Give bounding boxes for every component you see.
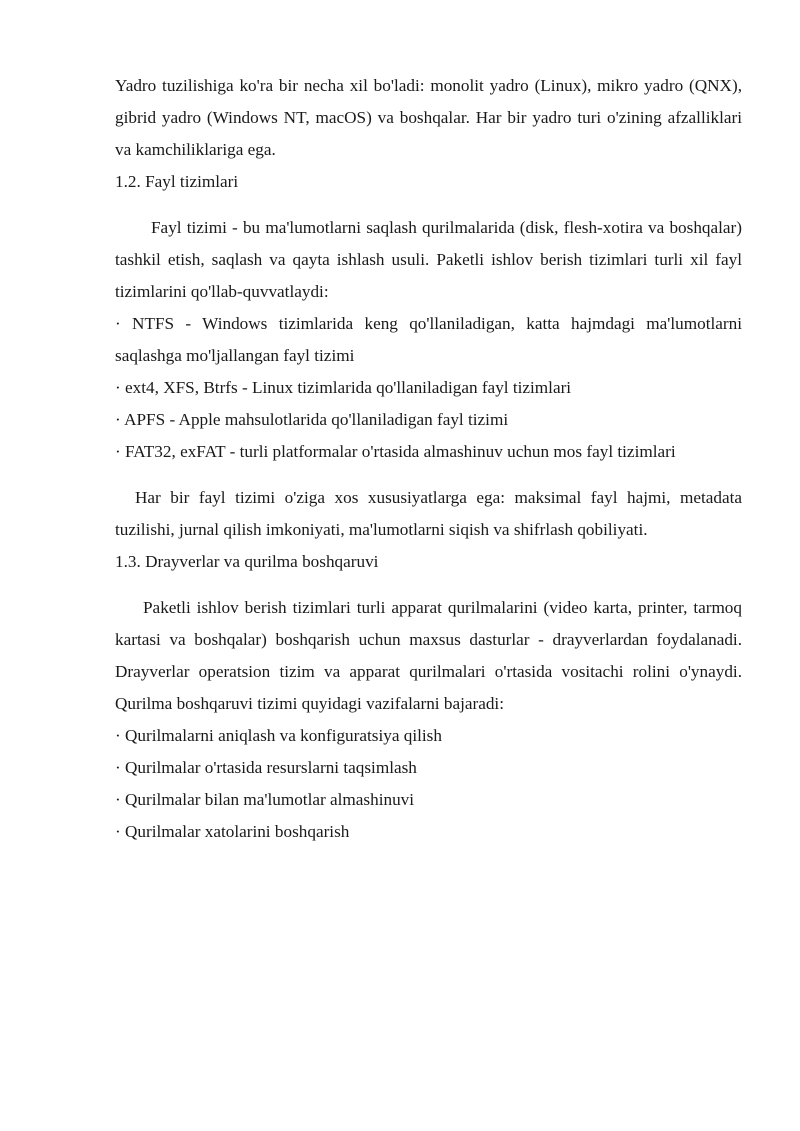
- list-item-ntfs: · NTFS - Windows tizimlarida keng qo'llaniladigan, katta hajmdagi ma'lumotlarni saqlashga mo'ljallangan fayl tizimi: [115, 314, 742, 365]
- list-item-resource-allocation: · Qurilmalar o'rtasida resurslarni taqsimlash: [115, 758, 417, 777]
- list-item-detect-configure: · Qurilmalarni aniqlash va konfiguratsiya qilish: [115, 726, 442, 745]
- list-item-error-handling: · Qurilmalar xatolarini boshqarish: [115, 822, 350, 841]
- list-item-apfs: · APFS - Apple mahsulotlarida qo'llaniladigan fayl tizimi: [115, 410, 509, 429]
- intro-paragraph: Yadro tuzilishiga ko'ra bir necha xil bo'ladi: monolit yadro (Linux), mikro yadro (QNX), gibrid yadro (Windows NT, macOS) va boshqalar. Har bir yadro turi o'zining afzalliklari va kamchiliklariga ega.: [115, 76, 742, 159]
- file-systems-closing-paragraph: Har bir fayl tizimi o'ziga xos xususiyatlarga ega: maksimal fayl hajmi, metadata tuzilishi, jurnal qilish imkoniyati, ma'lumotlarni siqish va shifrlash qobiliyati.: [115, 488, 742, 539]
- file-systems-paragraph: Fayl tizimi - bu ma'lumotlarni saqlash qurilmalarida (disk, flesh-xotira va boshqalar) tashkil etish, saqlash va qayta ishlash usuli. Paketli ishlov berish tizimlari turli xil fayl tizimlarini qo'llab-quvvatlaydi:: [115, 218, 742, 301]
- list-item-data-exchange: · Qurilmalar bilan ma'lumotlar almashinuvi: [115, 790, 415, 809]
- section-heading-drivers: 1.3. Drayverlar va qurilma boshqaruvi: [115, 552, 379, 571]
- list-item-fat: · FAT32, exFAT - turli platformalar o'rtasida almashinuv uchun mos fayl tizimlari: [115, 442, 676, 461]
- list-item-linux-fs: · ext4, XFS, Btrfs - Linux tizimlarida qo'llaniladigan fayl tizimlari: [115, 378, 572, 397]
- drivers-paragraph: Paketli ishlov berish tizimlari turli apparat qurilmalarini (video karta, printer, tarmoq kartasi va boshqalar) boshqarish uchun maxsus dasturlar - drayverlardan foydalanadi. Drayverlar operatsion tizim va apparat qurilmalari o'rtasida vositachi rolini o'ynaydi. Qurilma boshqaruvi tizimi quyidagi vazifalarni bajaradi:: [115, 598, 742, 713]
- document-page: [115, 70, 742, 848]
- section-heading-file-systems: 1.2. Fayl tizimlari: [115, 172, 239, 191]
